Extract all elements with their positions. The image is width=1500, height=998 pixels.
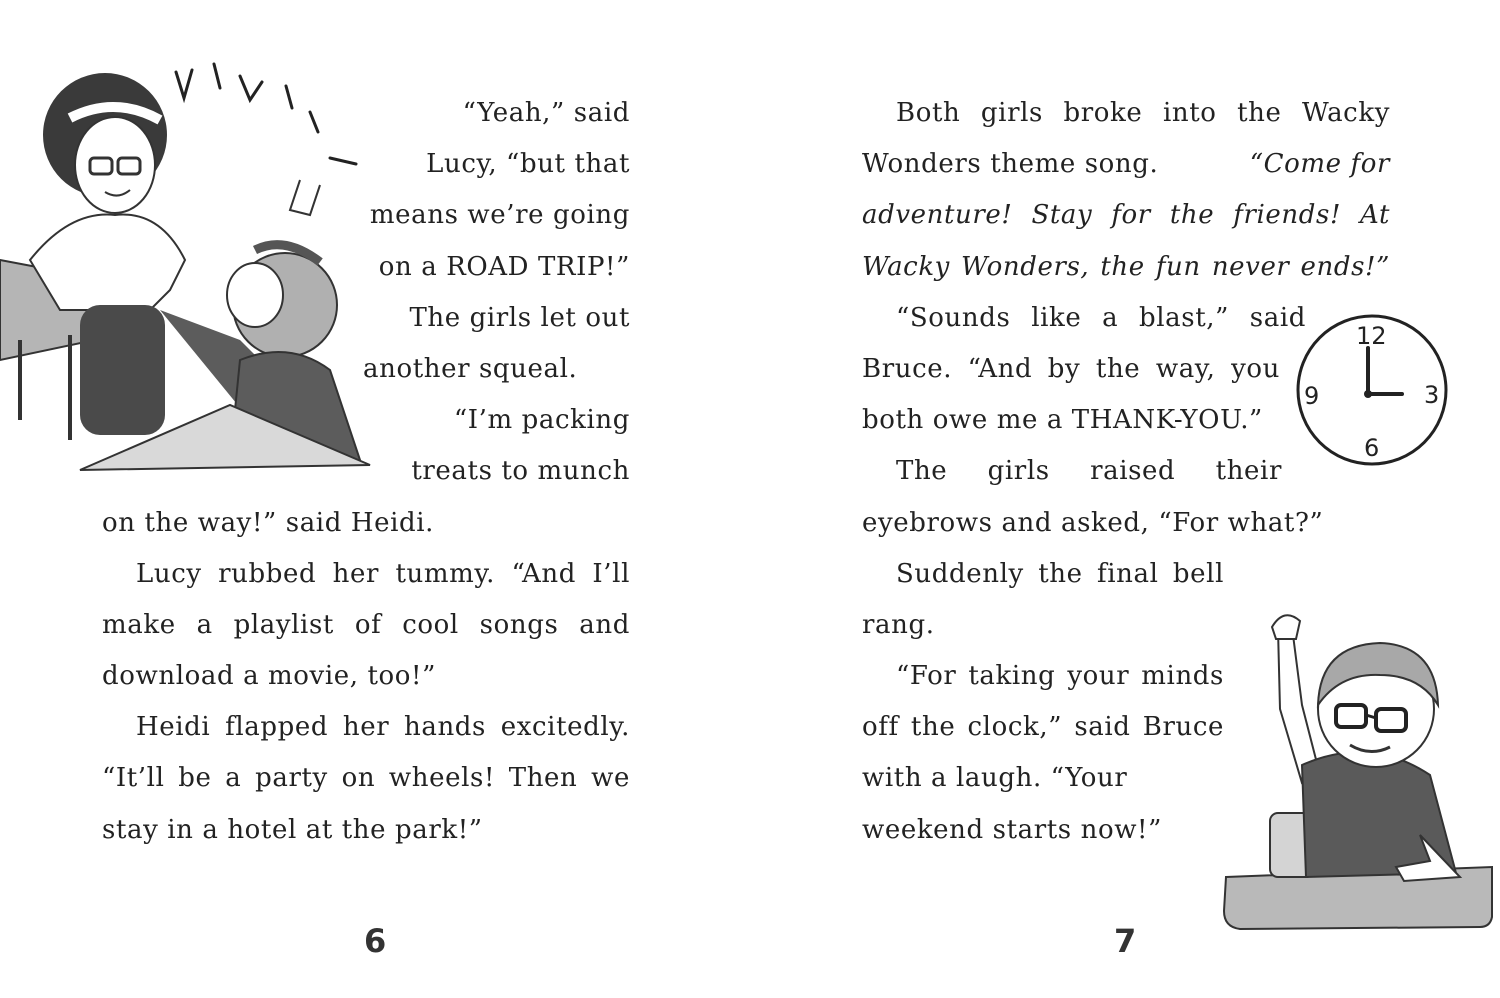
text-line: with a laugh. “Your [862,763,1128,793]
text-line: means we’re going [369,200,630,230]
text-line: “Yeah,” said [462,98,630,128]
text-line: Wonders theme song. [862,149,1159,179]
text-line: off the clock,” said Bruce [862,712,1224,742]
text-line: Bruce. “And by the way, you [862,354,1280,384]
text-line: weekend starts now!” [862,815,1162,845]
boy-illustration [1220,605,1500,935]
text-line: “Come for [1249,149,1390,179]
right-page [750,0,1500,998]
text-line: The girls raised their [896,456,1282,486]
text-line: The girls let out [409,303,630,333]
text-line: another squeal. [363,354,578,384]
text-line: download a movie, too!” [102,661,436,691]
text-line: eyebrows and asked, “For what?” [862,508,1324,538]
clock-numeral: 12 [1356,322,1387,350]
text-line: Wacky Wonders, the fun never ends!” [862,252,1390,282]
text-line: on the way!” said Heidi. [102,508,435,538]
clock-numeral: 3 [1424,381,1440,409]
text-line: on a ROAD TRIP!” [378,252,630,282]
text-line: adventure! Stay for the friends! At [862,200,1390,230]
text-line: both owe me a THANK-YOU.” [862,405,1263,435]
text-line: Suddenly the final bell [896,559,1224,589]
clock-numeral: 9 [1304,382,1320,410]
page-number: 6 [364,922,387,960]
text-line: treats to munch [411,456,630,486]
text-line: “Sounds like a blast,” said [896,303,1306,333]
text-line: “I’m packing [453,405,630,435]
clock-numeral: 6 [1364,434,1380,462]
text-line: stay in a hotel at the park!” [102,815,483,845]
text-line: Heidi flapped her hands excitedly. [136,712,630,742]
girls-illustration [0,40,380,480]
clock-icon [1290,310,1460,470]
text-line: Lucy, “but that [426,149,630,179]
text-line: Both girls broke into the Wacky [896,98,1390,128]
text-line: “It’ll be a party on wheels! Then we [102,763,630,793]
text-line: make a playlist of cool songs and [102,610,630,640]
page-number: 7 [1114,922,1137,960]
text-line: Lucy rubbed her tummy. “And I’ll [136,559,630,589]
text-line: “For taking your minds [896,661,1224,691]
text-line: rang. [862,610,935,640]
